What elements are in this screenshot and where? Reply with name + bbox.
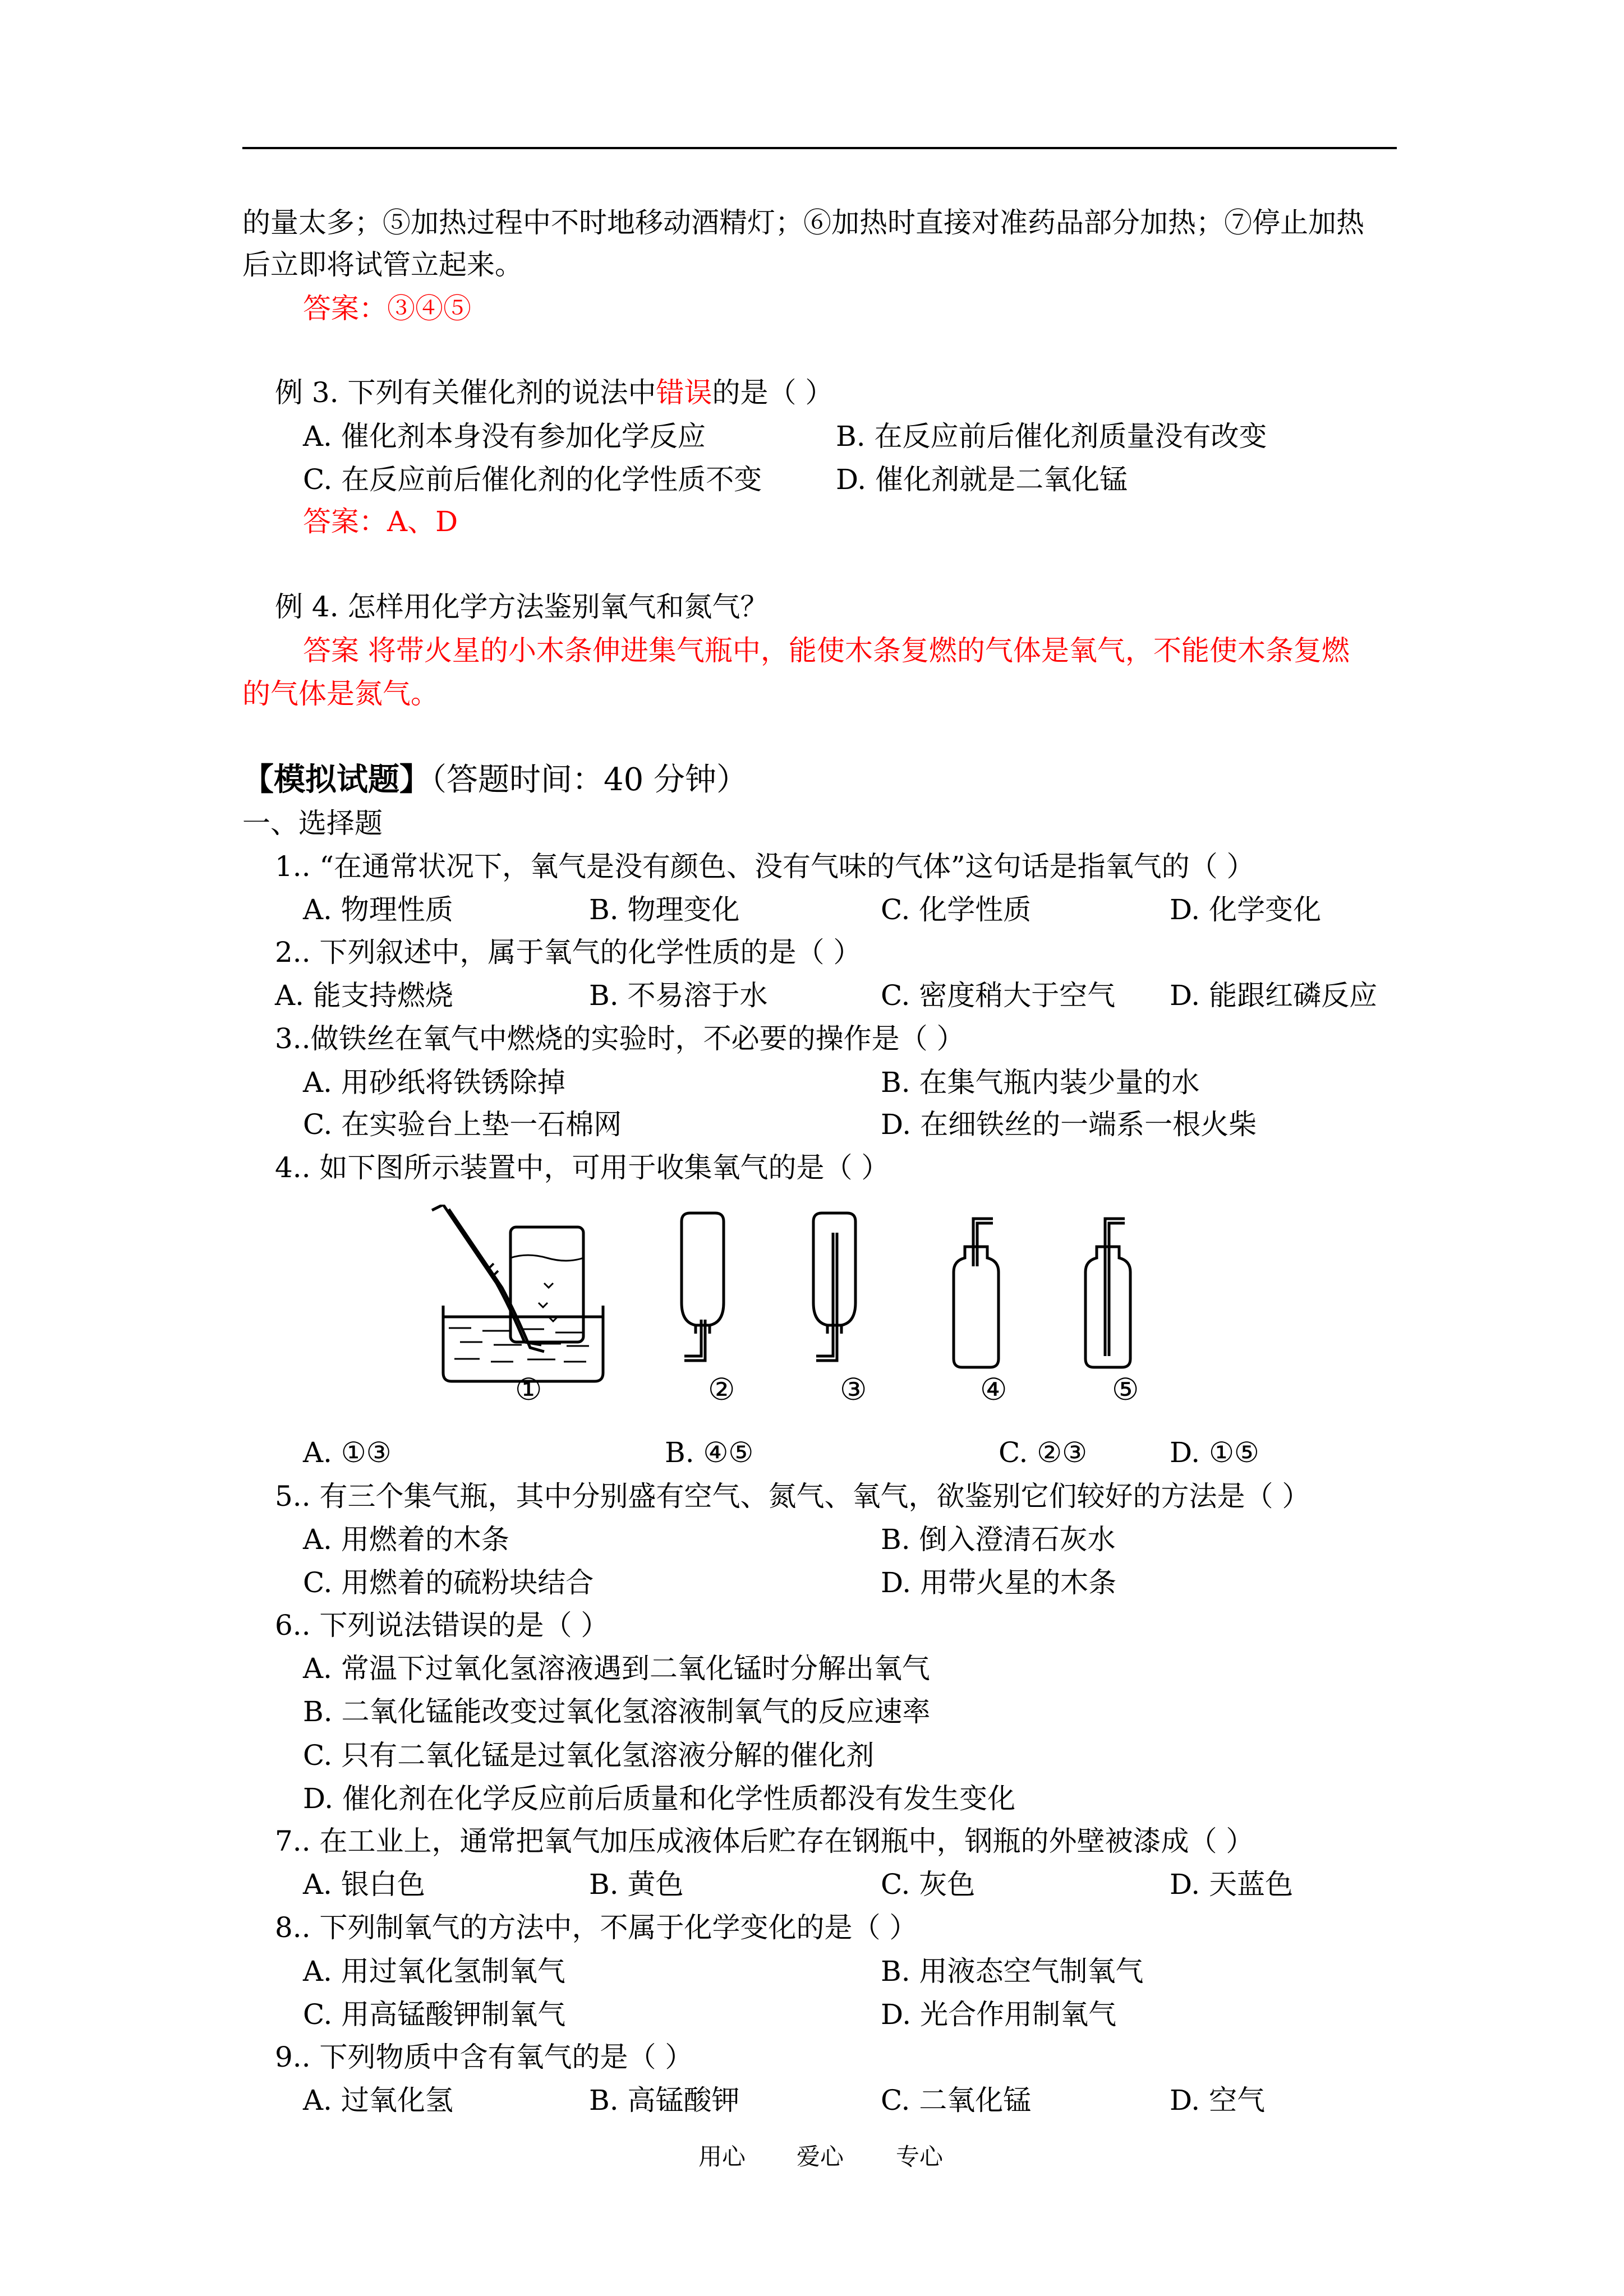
option-d: D. 在细铁丝的一端系一根火柴 xyxy=(881,1108,1257,1141)
option-c: C. 用高锰酸钾制氧气 xyxy=(303,1998,566,2031)
option-d: D. 空气 xyxy=(1170,2084,1266,2117)
example-4-question: 例 4. 怎样用化学方法鉴别氧气和氮气？ xyxy=(275,591,769,623)
answer-text: 的气体是氮气。 xyxy=(242,677,439,710)
question-3: 3..做铁丝在氧气中燃烧的实验时，不必要的操作是（ ） xyxy=(275,1022,965,1055)
option-a: A. 用砂纸将铁锈除掉 xyxy=(303,1066,565,1099)
option-a: A. ①③ xyxy=(303,1436,392,1469)
apparatus-3-bottle xyxy=(813,1213,855,1361)
option-b: B. 在反应前后催化剂质量没有改变 xyxy=(836,420,1267,453)
answer-text: 答案：A、D xyxy=(303,505,458,538)
option-c: C. 在反应前后催化剂的化学性质不变 xyxy=(303,463,762,496)
option-c: C. 用燃着的硫粉块结合 xyxy=(303,1566,594,1599)
question-7: 7.. 在工业上，通常把氧气加压成液体后贮存在钢瓶中，钢瓶的外壁被漆成（ ） xyxy=(275,1825,1254,1857)
apparatus-1-water-trough xyxy=(432,1205,603,1381)
option-d: D. 能跟红磷反应 xyxy=(1170,979,1378,1012)
figure-label-2: ② xyxy=(708,1372,735,1407)
option-b: B. 物理变化 xyxy=(589,893,740,926)
question-4: 4.. 如下图所示装置中，可用于收集氧气的是（ ） xyxy=(275,1151,890,1184)
option-d: D. 催化剂在化学反应前后质量和化学性质都没有发生变化 xyxy=(303,1782,1016,1815)
option-a: A. 催化剂本身没有参加化学反应 xyxy=(303,420,706,453)
option-b: B. 二氧化锰能改变过氧化氢溶液制氧气的反应速率 xyxy=(303,1695,931,1728)
figure-label-3: ③ xyxy=(840,1372,867,1407)
question-8: 8.. 下列制氧气的方法中，不属于化学变化的是（ ） xyxy=(275,1911,918,1944)
option-c: C. ②③ xyxy=(999,1436,1087,1469)
option-a: A. 用燃着的木条 xyxy=(303,1523,509,1556)
option-d: D. 催化剂就是二氧化锰 xyxy=(836,463,1128,496)
highlight-word: 错误 xyxy=(656,376,712,409)
option-d: D. 光合作用制氧气 xyxy=(881,1998,1117,2031)
option-d: D. 用带火星的木条 xyxy=(881,1566,1117,1599)
option-b: B. 高锰酸钾 xyxy=(589,2084,740,2117)
footer-text: 用心 xyxy=(698,2143,746,2170)
option-a: A. 用过氧化氢制氧气 xyxy=(303,1955,565,1988)
option-a: A. 能支持燃烧 xyxy=(275,979,453,1012)
text-line: 的量太多；⑤加热过程中不时地移动酒精灯；⑥加热时直接对准药品部分加热；⑦停止加热 xyxy=(242,206,1364,239)
option-b: B. 不易溶于水 xyxy=(589,979,768,1012)
option-c: C. 化学性质 xyxy=(881,893,1032,926)
mock-test-heading xyxy=(242,763,748,797)
option-b: B. 黄色 xyxy=(589,1868,684,1901)
option-b: B. 在集气瓶内装少量的水 xyxy=(881,1066,1200,1099)
figure-label-4: ④ xyxy=(980,1372,1007,1407)
apparatus-5-bottle xyxy=(1085,1219,1130,1367)
apparatus-4-bottle xyxy=(954,1219,999,1367)
option-a: A. 过氧化氢 xyxy=(303,2084,453,2117)
figure-label-5: ⑤ xyxy=(1112,1372,1139,1407)
question-5: 5.. 有三个集气瓶，其中分别盛有空气、氮气、氧气，欲鉴别它们较好的方法是（ ） xyxy=(275,1480,1310,1513)
question-suffix: 的是（ ） xyxy=(712,376,834,409)
mock-test-title: 【模拟试题】 xyxy=(242,761,431,798)
option-c: C. 只有二氧化锰是过氧化氢溶液分解的催化剂 xyxy=(303,1739,875,1772)
option-a: A. 物理性质 xyxy=(303,893,453,926)
option-d: D. ①⑤ xyxy=(1170,1436,1259,1469)
option-c: C. 灰色 xyxy=(881,1868,976,1901)
text-line: 后立即将试管立起来。 xyxy=(242,248,523,281)
option-b: B. ④⑤ xyxy=(665,1436,754,1469)
question-9: 9.. 下列物质中含有氧气的是（ ） xyxy=(275,2041,693,2073)
answer-text: 答案：③④⑤ xyxy=(303,292,471,325)
question-6: 6.. 下列说法错误的是（ ） xyxy=(275,1609,609,1642)
option-d: D. 天蓝色 xyxy=(1170,1868,1294,1901)
question-prefix: 例 3. 下列有关催化剂的说法中 xyxy=(275,376,656,409)
header-rule xyxy=(242,147,1397,149)
question-2: 2.. 下列叙述中，属于氧气的化学性质的是（ ） xyxy=(275,936,862,969)
footer-text: 爱心 xyxy=(797,2143,844,2170)
option-a: A. 常温下过氧化氢溶液遇到二氧化锰时分解出氧气 xyxy=(303,1652,930,1685)
answer-text: 答案 将带火星的小木条伸进集气瓶中，能使木条复燃的气体是氧气，不能使木条复燃 xyxy=(303,634,1350,667)
figure-label-1: ① xyxy=(515,1372,542,1407)
option-b: B. 用液态空气制氧气 xyxy=(881,1955,1144,1988)
option-d: D. 化学变化 xyxy=(1170,893,1322,926)
question-1: 1.. “在通常状况下，氧气是没有颜色、没有气味的气体”这句话是指氧气的（ ） xyxy=(275,850,1255,883)
option-b: B. 倒入澄清石灰水 xyxy=(881,1523,1116,1556)
option-c: C. 在实验台上垫一石棉网 xyxy=(303,1108,622,1141)
option-c: C. 二氧化锰 xyxy=(881,2084,1032,2117)
section-title: 一、选择题 xyxy=(242,807,383,840)
apparatus-2-bottle xyxy=(682,1213,724,1361)
footer-text: 专心 xyxy=(896,2143,944,2170)
mock-test-time: （答题时间：40 分钟） xyxy=(431,762,748,798)
option-c: C. 密度稍大于空气 xyxy=(881,979,1116,1012)
example-3-question xyxy=(275,376,833,409)
option-a: A. 银白色 xyxy=(303,1868,425,1901)
